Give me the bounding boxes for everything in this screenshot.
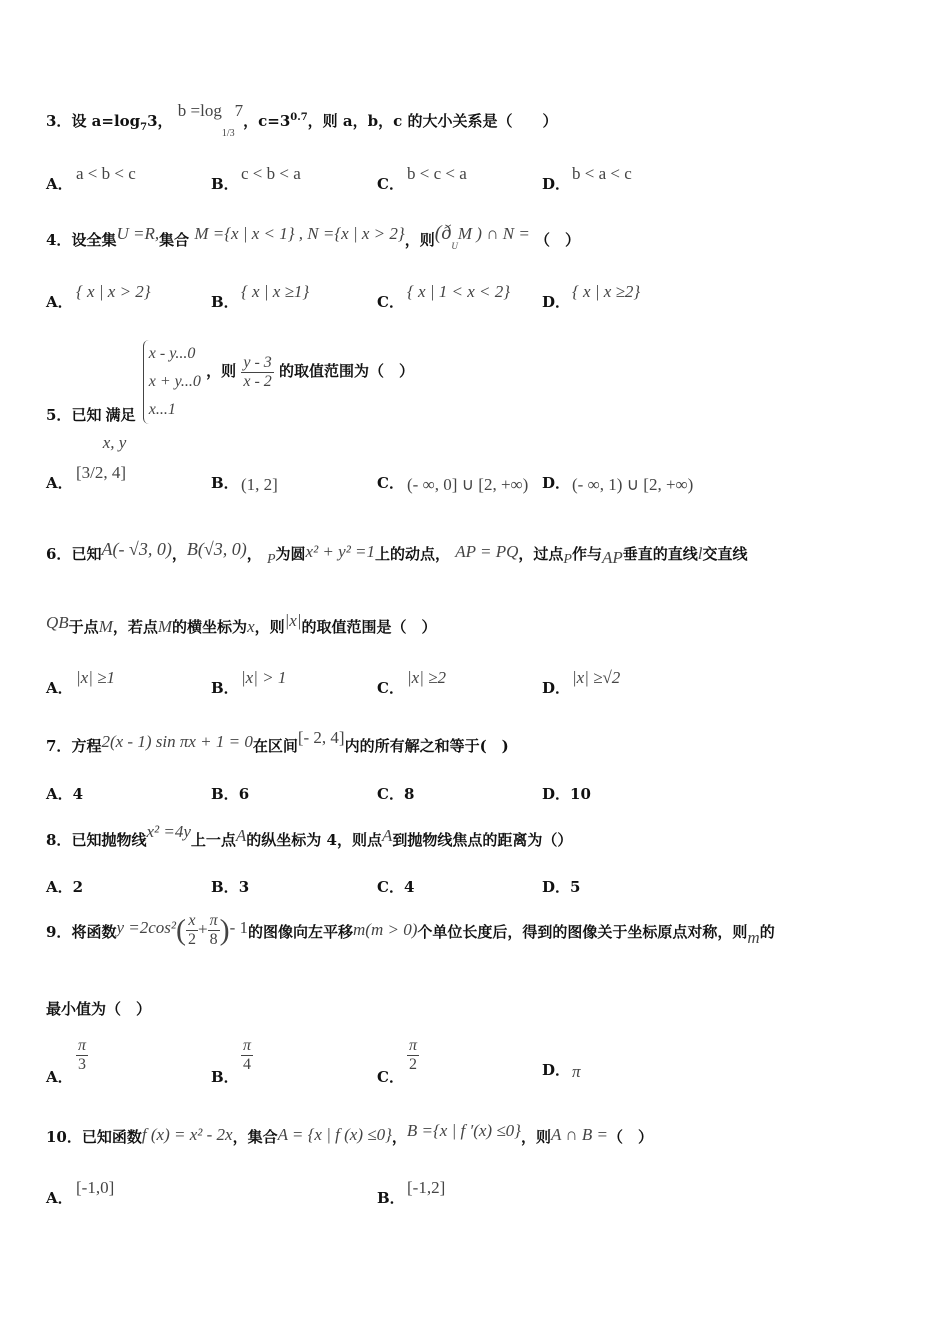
option-b[interactable]: B．{ x | x ≥1} <box>211 282 310 311</box>
question-6-options <box>46 668 926 717</box>
question-number: 4． <box>46 231 72 249</box>
option-b[interactable]: B． (1, 2] <box>211 474 278 494</box>
question-8-options <box>46 876 926 916</box>
question-number: 3． <box>46 112 72 130</box>
option-c[interactable]: C．{ x | 1 < x < 2} <box>377 282 511 311</box>
option-d[interactable]: D．10 <box>542 785 591 803</box>
question-8-stem: 8．已知抛物线x² =4y上一点A的纵坐标为 4，则点A到抛物线焦点的距离为（） <box>46 822 573 849</box>
option-c[interactable]: C．8 <box>377 785 415 803</box>
question-number: 9． <box>46 922 72 941</box>
question-9-options <box>46 1035 926 1086</box>
option-c[interactable]: C．|x| ≥2 <box>377 668 446 697</box>
option-c[interactable]: C． (- ∞, 0] ∪ [2, +∞) <box>377 474 529 494</box>
inequality-system: x - y...0 x + y...0 x...1 <box>143 340 201 424</box>
option-b[interactable]: B．3 <box>211 878 250 896</box>
option-c[interactable]: C． $\frac{\pi}{2}$ <box>377 1037 418 1086</box>
question-9-stem: 9．将函数y =2cos²( $\frac{x}{2}$ + $\frac{\pi}{8}$ )- 1的图像向左平移m(m > 0)个单位长度后，得到的图像关于坐标原点对称，则m的 <box>46 912 775 948</box>
question-7-options <box>46 783 926 823</box>
question-number: 10． <box>46 1128 82 1146</box>
question-number: 8． <box>46 831 72 849</box>
option-d[interactable]: D．{ x | x ≥2} <box>542 282 641 311</box>
fraction: $\frac{x}{2}$ <box>187 912 196 948</box>
option-d[interactable]: D． (- ∞, 1) ∪ [2, +∞) <box>542 474 694 494</box>
question-6-stem: 6．已知A(- √3, 0)，B(√3, 0)， P为圆x² + y² =1上的动点， AP = PQ，过点P作与AP垂直的直线l交直线 <box>46 539 748 567</box>
question-10-options <box>46 1178 926 1227</box>
question-9-stem-line2: 最小值为（ ） <box>46 1000 152 1018</box>
option-a[interactable]: A．[-1,0] <box>46 1178 115 1207</box>
question-10-stem: 10．已知函数f (x) = x² - 2x，集合A = {x | f (x) ≤0}，B ={x | f ′(x) ≤0}，则A ∩ B =（ ） <box>46 1121 653 1146</box>
option-a[interactable]: A．[3/2, 4] <box>46 463 127 492</box>
option-b[interactable]: B．[-1,2] <box>377 1178 446 1207</box>
question-5-stem: 5．已知 x, y 满足 x - y...0 x + y...0 x...1 ，则 $\frac{y - 3}{x - 2}$ 的取值范围为（ ） <box>46 340 414 424</box>
option-d[interactable]: D．5 <box>542 878 581 896</box>
fraction: $\frac{\pi}{8}$ <box>209 912 218 948</box>
question-5-options <box>46 463 926 512</box>
question-3-options <box>46 164 926 213</box>
question-4-options <box>46 282 926 331</box>
option-c[interactable]: C．4 <box>377 878 415 896</box>
option-a[interactable]: A．a < b < c <box>46 164 136 193</box>
option-a[interactable]: A．4 <box>46 785 84 803</box>
option-d[interactable]: D．|x| ≥√2 <box>542 668 621 697</box>
question-number: 6． <box>46 545 72 563</box>
option-b[interactable]: B．|x| > 1 <box>211 668 287 697</box>
question-6-stem-line2: QB于点M，若点M的横坐标为x，则|x|的取值范围是（ ） <box>46 611 437 636</box>
option-b[interactable]: B． $\frac{\pi}{4}$ <box>211 1037 252 1086</box>
option-d[interactable]: D． π <box>542 1061 581 1081</box>
fraction: $\frac{y - 3}{x - 2}$ <box>243 353 272 390</box>
option-d[interactable]: D．b < a < c <box>542 164 632 193</box>
option-b[interactable]: B．c < b < a <box>211 164 301 193</box>
option-a[interactable]: A．{ x | x > 2} <box>46 282 151 311</box>
question-4-stem: 4．设全集U =R,集合 M ={x | x < 1} , N ={x | x > 2}，则($ð_UM$ ) ∩ N = （ ） <box>46 222 581 251</box>
question-3-stem: 3．设 $a=\log_73$， $b =\log_{1/3}7$，$c=3^{0.7}$，则 a，b，c 的大小关系是（ ） <box>46 101 558 139</box>
option-a[interactable]: A． $\frac{\pi}{3}$ <box>46 1037 87 1086</box>
option-a[interactable]: A．|x| ≥1 <box>46 668 115 697</box>
question-7-stem: 7．方程2(x - 1) sin πx + 1 = 0在区间[- 2, 4]内的所有解之和等于( ) <box>46 728 509 755</box>
option-b[interactable]: B．6 <box>211 785 250 803</box>
option-c[interactable]: C．b < c < a <box>377 164 467 193</box>
question-number: 5． <box>46 406 72 424</box>
option-a[interactable]: A．2 <box>46 878 84 896</box>
question-number: 7． <box>46 737 72 755</box>
